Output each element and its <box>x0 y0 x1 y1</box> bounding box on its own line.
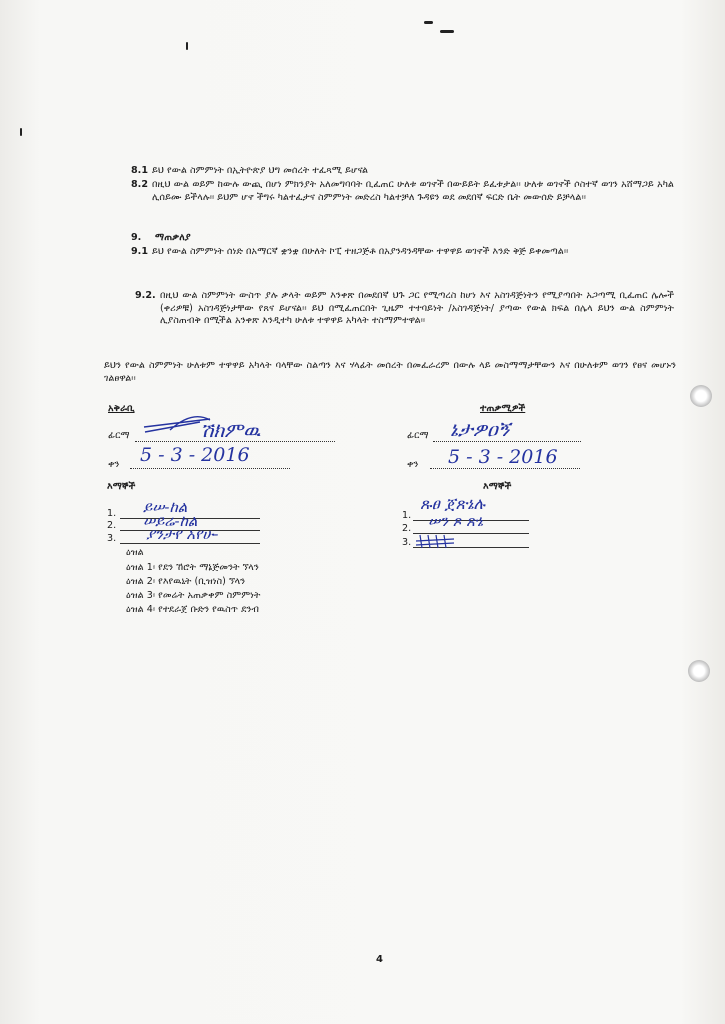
clause-text: ይህ የውል ስምምነት በኢትዮጵያ ህግ መሰረት ተፈጻሚ ይሆናል <box>152 165 369 176</box>
ink-speck <box>424 21 433 24</box>
section-heading: ማጠቃለያ <box>155 232 191 243</box>
beneficiaries-title: ተጠቃሚዎች <box>480 403 526 414</box>
punch-hole <box>690 385 712 407</box>
ink-speck <box>20 128 22 136</box>
clause-text: በዚህ ውል ስምምነት ውስጥ ያሉ ቃላት ወይም እንቀጽ በመደበኛ ህጉ ጋር የሚጣረስ ከሆነ እና አስገዳጅነትን የሚያጣበት አጋጣሚ ቢፈጠር ሌሎች (ቀሪዎቹ) አስገዳጅነታቸው የጸና ይሆናል፡፡ ይህ በሚፈጠርበት ጊዜም ተተባይነት /አስገዳጅነት/ ያጣው የውል ክፍል በሌላ ይህን ውል ስምምነት ሊያስጠብቅ በሚችል አንቀጽ እንዲተካ ሁለቱ ተዋዋይ አካላት ተስማምተዋል፡፡ <box>160 290 674 327</box>
witness-number: 3. <box>402 537 412 548</box>
date-line <box>430 468 580 469</box>
attachment-item: ዕዝል 3፡ የመሬት አጠቃቀም ስምምነት <box>126 590 261 601</box>
signature-label: ፊርማ <box>108 430 130 441</box>
witness-signature: ሠን ጾ ጽኔ <box>428 512 483 530</box>
witnesses-title: እማኞች <box>107 481 136 492</box>
witness-number: 2. <box>402 523 412 534</box>
signature-label: ፊርማ <box>407 430 429 441</box>
clause-number: 8.2 <box>131 179 148 190</box>
punch-hole <box>688 660 710 682</box>
clause-number: 8.1 <box>131 165 148 176</box>
attachments-title: ዕዝል <box>126 547 144 558</box>
witness-scribble <box>414 533 458 549</box>
clause-number: 9.2. <box>135 290 156 301</box>
signature-line <box>433 441 581 442</box>
date-label: ቀን <box>108 459 120 470</box>
supplier-title: አቅራቢ <box>108 403 135 414</box>
section-number: 9. <box>131 232 142 243</box>
witness-line <box>120 543 260 544</box>
witness-signature: ያንታየ አየሁ- <box>146 525 219 543</box>
witness-number: 3. <box>107 533 117 544</box>
closing-statement: ይህን የውል ስምምነት ሁለቱም ተዋዋይ አካላት ባላቸው ስልጣን እና ሃላፊት መሰረት በመፈራረም በውሉ ላይ መስማማታቸውን እና በሁለቱም ወገን የፀና መሆኑን ገልፀዋል፡፡ <box>104 360 676 384</box>
ink-speck <box>440 30 454 33</box>
beneficiaries-signature: ኔታዎዐኝ <box>450 417 510 441</box>
supplier-date: 5 - 3 - 2016 <box>140 444 250 466</box>
attachment-item: ዕዝል 1፡ የደን ኸሮት ማኔጅመንት ኘላን <box>126 562 259 573</box>
attachment-item: ዕዝል 2፡ የእየዉኒት (ቢዝነስ) ኘላን <box>126 576 246 587</box>
clause-number: 9.1 <box>131 246 148 257</box>
clause-text: በዚህ ውል ወይም ከውሉ ውጪ በሆነ ምክንያት አለመግባባት ቢፈጠር ሁለቱ ወገኖች በውይይት ይፈቱታል፡፡ ሁለቱ ወገኖች ሶስተኛ ወገን አሸማጋይ አካል ሊሰይሙ ይችላሉ፡፡ ይህም ሆኖ ችግሩ ካልተፈታና ስምምነት መድረስ ካልተቻለ ጉዳዩን ወደ መደበኛ ፍርድ ቤት መውሰድ ይቻላል፡፡ <box>152 179 674 203</box>
witness-number: 2. <box>107 520 117 531</box>
attachment-item: ዕዝል 4፡ የተደራጀ ቡድን የዉስጥ ደንብ <box>126 604 260 615</box>
supplier-signature: ሽክምዉ <box>200 418 261 442</box>
witness-signature: ሠይሬ-ከል <box>143 512 198 530</box>
ink-speck <box>186 42 188 50</box>
date-label: ቀን <box>407 459 419 470</box>
witness-number: 1. <box>107 508 117 519</box>
witness-number: 1. <box>402 510 412 521</box>
witness-signature: ጹፀ ጀጽኔሉ <box>420 494 485 513</box>
witnesses-title: እማኞች <box>483 481 512 492</box>
page-number: 4 <box>376 954 383 965</box>
beneficiaries-date: 5 - 3 - 2016 <box>448 446 558 468</box>
date-line <box>130 468 290 469</box>
witness-signature: ይሠ-ከል <box>143 498 188 516</box>
clause-text: ይህ የውል ስምምነት ሰነድ በአማርኛ ቋንቋ በሁለት ኮፒ ተዘጋጅቶ በአያንዳንዳቸው ተዋዋይ ወገኖች እንድ ቅጅ ይቀመጣል፡፡ <box>152 246 569 257</box>
